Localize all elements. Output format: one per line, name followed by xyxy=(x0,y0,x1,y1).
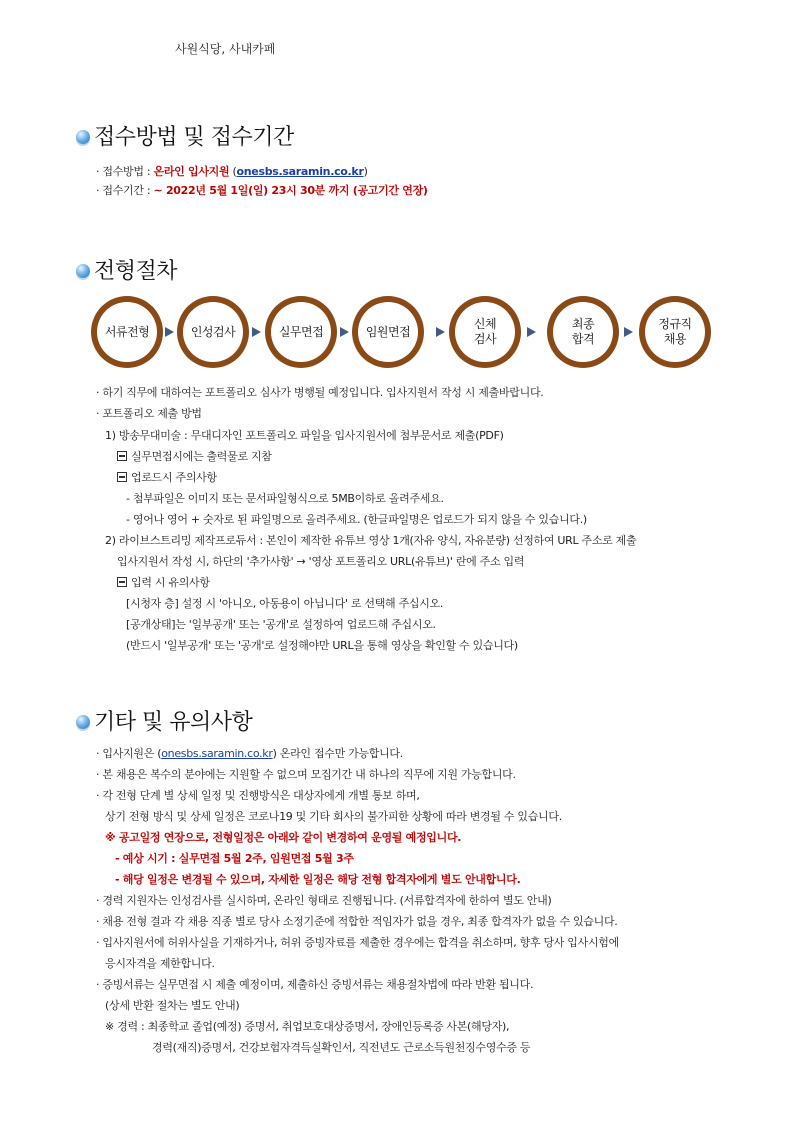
apply-method-paren-open: ( xyxy=(229,165,237,178)
process-step-label: 서류전형 xyxy=(97,302,157,362)
apply-period-line xyxy=(96,182,428,198)
process-note-line: - 첨부파일은 이미지 또는 문서파일형식으로 5MB이하로 올려주세요. xyxy=(126,492,444,505)
blue-ball-icon xyxy=(76,130,90,144)
square-bullet-icon xyxy=(117,472,127,482)
section-title-etc xyxy=(76,705,252,736)
process-step-7 xyxy=(639,296,711,368)
etc-site-link[interactable]: onesbs.saramin.co.kr xyxy=(161,747,273,760)
process-note-text: 업로드시 주의사항 xyxy=(131,471,217,484)
apply-method-paren-close: ) xyxy=(363,165,368,178)
etc-line xyxy=(96,745,403,761)
process-note-line: 1) 방송무대미술 : 무대디자인 포트폴리오 파일을 입사지원서에 첨부문서로 제출(PDF) xyxy=(105,429,504,442)
arrow-right-icon xyxy=(165,327,174,337)
process-step-label: 인성검사 xyxy=(183,302,243,362)
apply-method-value: 온라인 입사지원 xyxy=(153,165,230,178)
process-note-line: · 포트폴리오 제출 방법 xyxy=(96,407,202,420)
process-note-text: 입력 시 유의사항 xyxy=(131,576,210,589)
arrow-right-icon xyxy=(624,327,633,337)
section-title-etc-text: 기타 및 유의사항 xyxy=(94,710,253,735)
arrow-right-icon xyxy=(436,327,445,337)
process-step-1 xyxy=(91,296,163,368)
etc-line-text: · 입사지원은 ( xyxy=(96,747,162,760)
process-step-6 xyxy=(547,296,619,368)
section-title-process xyxy=(76,254,177,285)
apply-period-value: ~ 2022년 5월 1일(일) 23시 30분 까지 (공고기간 연장) xyxy=(153,184,428,197)
process-note-line xyxy=(117,448,272,464)
apply-site-link[interactable]: onesbs.saramin.co.kr xyxy=(236,165,364,178)
etc-line: · 증빙서류는 실무면접 시 제출 예정이며, 제출하신 증빙서류는 채용절차법에 따라 반환 됩니다. xyxy=(96,978,534,991)
etc-line: · 본 채용은 복수의 분야에는 지원할 수 없으며 모집기간 내 하나의 직무에 지원 가능합니다. xyxy=(96,768,516,781)
process-step-label: 정규직 채용 xyxy=(645,302,705,362)
square-bullet-icon xyxy=(117,577,127,587)
blue-ball-icon xyxy=(76,715,90,729)
etc-line: 응시자격을 제한합니다. xyxy=(105,957,215,970)
process-step-4 xyxy=(352,296,424,368)
square-bullet-icon xyxy=(117,451,127,461)
process-step-3 xyxy=(265,296,337,368)
process-note-line xyxy=(117,574,210,590)
etc-notice-line: - 해당 일정은 변경될 수 있으며, 자세한 일정은 해당 전형 합격자에게 별도 안내합니다. xyxy=(115,873,521,886)
process-note-line: (반드시 '일부공개' 또는 '공개'로 설정해야만 URL을 통해 영상을 확인할 수 있습니다) xyxy=(126,639,518,652)
process-step-label: 신체 검사 xyxy=(455,302,515,362)
section-title-apply-text: 접수방법 및 접수기간 xyxy=(94,125,294,150)
process-note-line: · 하기 직무에 대하여는 포트폴리오 심사가 병행될 예정입니다. 입사지원서 작성 시 제출바랍니다. xyxy=(96,386,544,399)
section-title-apply xyxy=(76,120,294,151)
process-note-line: [시청자 층] 설정 시 '아니오, 아동용이 아닙니다' 로 선택해 주십시오. xyxy=(126,597,444,610)
apply-method-line xyxy=(96,163,368,179)
etc-line: · 입사지원서에 허위사실을 기재하거나, 허위 증빙자료를 제출한 경우에는 합격을 취소하며, 향후 당사 입사시험에 xyxy=(96,936,619,949)
arrow-right-icon xyxy=(340,327,349,337)
blue-ball-icon xyxy=(76,264,90,278)
etc-line: 상기 전형 방식 및 상세 일정은 코로나19 및 기타 회사의 불가피한 상황에 따라 변경될 수 있습니다. xyxy=(105,810,562,823)
etc-notice-line: ※ 공고일정 연장으로, 전형일정은 아래와 같이 변경하여 운영될 예정입니다. xyxy=(105,831,462,844)
process-step-5 xyxy=(449,296,521,368)
process-note-line xyxy=(117,469,217,485)
process-note-line: - 영어나 영어 + 숫자로 된 파일명으로 올려주세요. (한글파일명은 업로드가 되지 않을 수 있습니다.) xyxy=(126,513,587,526)
process-note-line: 2) 라이브스트리밍 제작프로듀서 : 본인이 제작한 유튜브 영상 1개(자유 양식, 자유분량) 선정하여 URL 주소로 제출 xyxy=(105,534,637,547)
arrow-right-icon xyxy=(527,327,536,337)
process-step-label: 최종 합격 xyxy=(553,302,613,362)
process-note-line: [공개상태]는 '일부공개' 또는 '공개'로 설정하여 업로드해 주십시오. xyxy=(126,618,436,631)
etc-notice-line: - 예상 시기 : 실무면접 5월 2주, 임원면접 5월 3주 xyxy=(115,852,354,865)
apply-period-label: · 접수기간 : xyxy=(96,184,154,197)
etc-line: · 경력 지원자는 인성검사를 실시하며, 온라인 형태로 진행됩니다. (서류합격자에 한하여 별도 안내) xyxy=(96,894,552,907)
apply-method-label: · 접수방법 : xyxy=(96,165,154,178)
arrow-right-icon xyxy=(252,327,261,337)
process-step-2 xyxy=(177,296,249,368)
etc-line-text: ) 온라인 접수만 가능합니다. xyxy=(272,747,403,760)
etc-line: · 각 전형 단계 별 상세 일정 및 진행방식은 대상자에게 개별 통보 하며, xyxy=(96,789,420,802)
etc-line: · 채용 전형 결과 각 채용 직종 별로 당사 소정기준에 적합한 적임자가 없을 경우, 최종 합격자가 없을 수 있습니다. xyxy=(96,915,618,928)
top-line: 사원식당, 사내카페 xyxy=(175,42,276,56)
section-title-process-text: 전형절차 xyxy=(94,259,178,284)
process-note-text: 실무면접시에는 출력물로 지참 xyxy=(131,450,272,463)
etc-line: 경력(재직)증명서, 건강보험자격득실확인서, 직전년도 근로소득원천징수영수증 등 xyxy=(152,1041,531,1054)
etc-line: ※ 경력 : 최종학교 졸업(예정) 증명서, 취업보호대상증명서, 장애인등록증 사본(해당자), xyxy=(105,1020,510,1033)
process-step-label: 실무면접 xyxy=(271,302,331,362)
etc-line: (상세 반환 절차는 별도 안내) xyxy=(105,999,240,1012)
process-note-line: 입사지원서 작성 시, 하단의 '추가사항' → '영상 포트폴리오 URL(유튜브)' 란에 주소 입력 xyxy=(117,555,525,568)
process-step-label: 임원면접 xyxy=(358,302,418,362)
